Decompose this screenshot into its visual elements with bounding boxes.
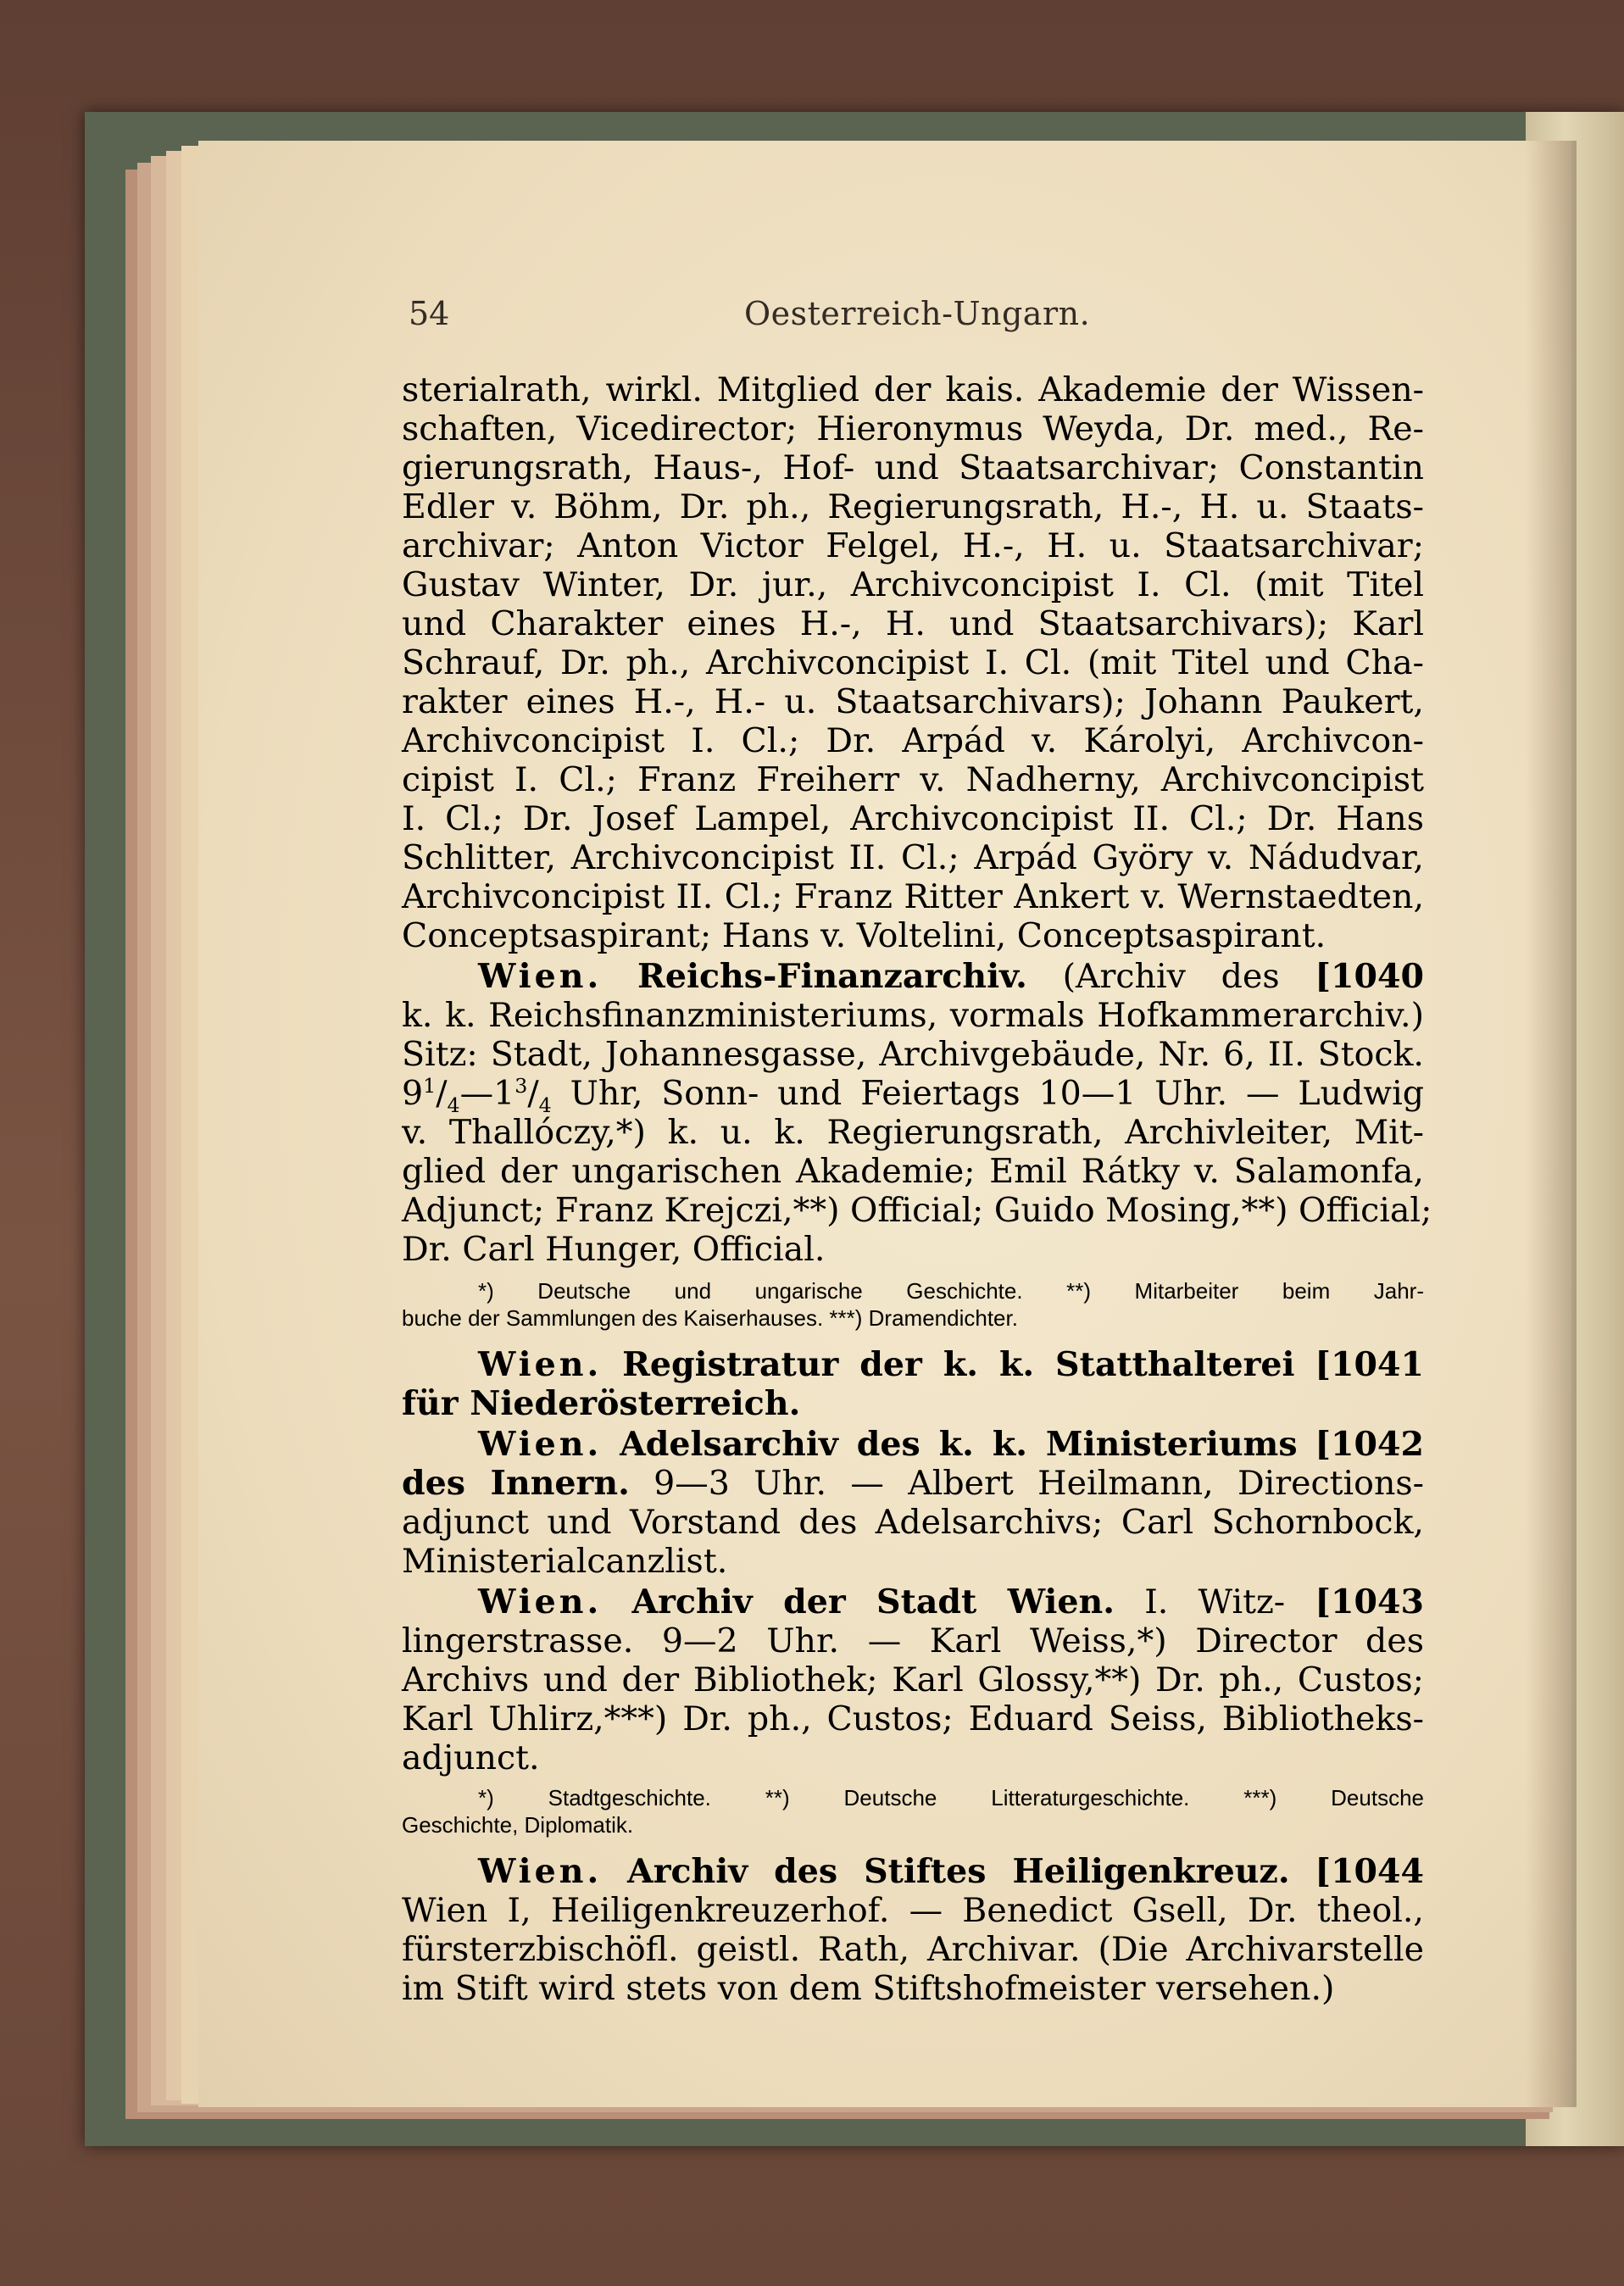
fraction-den: 4 — [447, 1093, 460, 1117]
text-line: Wien I, Heiligenkreuzerhof. — Benedict Gsell, Dr. theol., — [402, 1891, 1424, 1930]
text-line: Schrauf, Dr. ph., Archivconcipist I. Cl. (mit Titel und Cha- — [402, 643, 1424, 682]
entry-1043-heading — [478, 1583, 1424, 1621]
running-title: Oesterreich-Ungarn. — [744, 295, 1091, 332]
text-line: Edler v. Böhm, Dr. ph., Regierungsrath, H.-, H. u. Staats- — [402, 487, 1424, 526]
text-line: fürsterzbischöfl. geistl. Rath, Archivar. (Die Archivarstelle — [402, 1930, 1424, 1969]
text-line: Schlitter, Archivconcipist II. Cl.; Arpád Györy v. Nádudvar, — [402, 838, 1424, 877]
text-line: Adjunct; Franz Krejczi,**) Official; Guido Mosing,**) Official; — [402, 1191, 1432, 1230]
entry-number: [1040 — [1315, 957, 1424, 996]
footnote: *) Stadtgeschichte. **) Deutsche Litteraturgeschichte. ***) Deutsche — [478, 1785, 1424, 1810]
entry-name: des Innern. — [402, 1464, 630, 1503]
text-line: im Stift wird stets von dem Stiftshofmeister versehen.) — [402, 1969, 1335, 2008]
fraction-num: 3 — [514, 1073, 528, 1098]
entry-number: [1044 — [1315, 1852, 1425, 1891]
text-line: Archivconcipist II. Cl.; Franz Ritter Ankert v. Wernstaedten, — [402, 877, 1424, 916]
entry-name: Archiv der Stadt Wien. — [631, 1582, 1115, 1621]
entry-place: Wien. — [478, 957, 603, 996]
fraction-num: 1 — [423, 1073, 437, 1098]
entry-text: (Archiv des — [1062, 957, 1280, 996]
entry-number: [1042 — [1315, 1425, 1424, 1464]
page-gutter — [1526, 141, 1577, 2107]
entry-text: 9—3 Uhr. — Albert Heilmann, Directions- — [629, 1464, 1424, 1503]
text-line: Sitz: Stadt, Johannesgasse, Archivgebäude, Nr. 6, II. Stock. — [402, 1035, 1424, 1074]
text-line: adjunct. — [402, 1738, 540, 1777]
text-line: schaften, Vicedirector; Hieronymus Weyda, Dr. med., Re- — [402, 409, 1424, 448]
text-line: gierungsrath, Haus-, Hof- und Staatsarchivar; Constantin — [402, 448, 1424, 487]
text-line: und Charakter eines H.-, H. und Staatsarchivars); Karl — [402, 604, 1424, 643]
entry-place: Wien. — [478, 1582, 603, 1621]
text-line: glied der ungarischen Akademie; Emil Rátky v. Salamonfa, — [402, 1152, 1424, 1191]
fraction-den: 4 — [538, 1093, 552, 1117]
entry-name: Registratur der k. k. Statthalterei — [622, 1345, 1295, 1384]
hours-text: 9 — [402, 1074, 424, 1113]
text-line: sterialrath, wirkl. Mitglied der kais. Akademie der Wissen- — [402, 370, 1424, 409]
text-line: I. Cl.; Dr. Josef Lampel, Archivconcipist II. Cl.; Dr. Hans — [402, 799, 1424, 838]
entry-1041-heading — [478, 1346, 1424, 1383]
text-line: Gustav Winter, Dr. jur., Archivconcipist I. Cl. (mit Titel — [402, 565, 1424, 604]
entry-place: Wien. — [478, 1345, 603, 1384]
text-line: für Niederösterreich. — [402, 1384, 801, 1423]
text-line: archivar; Anton Victor Felgel, H.-, H. u. Staatsarchivar; — [402, 526, 1424, 565]
text-line: Conceptsaspirant; Hans v. Voltelini, Conceptsaspirant. — [402, 916, 1326, 955]
text-line: Ministerialcanzlist. — [402, 1542, 728, 1581]
entry-text: I. Witz- — [1144, 1582, 1286, 1621]
text-line: v. Thallóczy,*) k. u. k. Regierungsrath, Archivleiter, Mit- — [402, 1113, 1424, 1152]
entry-name: Adelsarchiv des k. k. Ministeriums — [620, 1425, 1298, 1464]
text-line: lingerstrasse. 9—2 Uhr. — Karl Weiss,*) Director des — [402, 1621, 1424, 1660]
entry-number: [1043 — [1315, 1582, 1424, 1621]
entry-place: Wien. — [478, 1852, 603, 1891]
page-number: 54 — [409, 295, 450, 332]
text-line: Dr. Carl Hunger, Official. — [402, 1230, 826, 1269]
text-line: rakter eines H.-, H.- u. Staatsarchivars); Johann Paukert, — [402, 682, 1424, 721]
entry-1042-heading — [478, 1426, 1424, 1463]
page-header — [402, 295, 1424, 334]
text-line: adjunct und Vorstand des Adelsarchivs; Carl Schornbock, — [402, 1503, 1424, 1542]
text-line — [402, 1465, 1424, 1502]
footnote: *) Deutsche und ungarische Geschichte. **) Mitarbeiter beim Jahr- — [478, 1278, 1424, 1304]
text-line: $9^1/_4—1^3/_4$ Uhr, Sonn- und Feiertags 10—1 Uhr. — Ludwig — [402, 1073, 1424, 1117]
text-line: Karl Uhlirz,***) Dr. ph., Custos; Eduard Seiss, Bibliotheks- — [402, 1699, 1424, 1738]
text-line: cipist I. Cl.; Franz Freiherr v. Nadherny, Archivconcipist — [402, 760, 1424, 799]
text-line: Archivconcipist I. Cl.; Dr. Arpád v. Károlyi, Archivcon- — [402, 721, 1424, 760]
text-line: Archivs und der Bibliothek; Karl Glossy,**) Dr. ph., Custos; — [402, 1660, 1424, 1699]
entry-number: [1041 — [1315, 1345, 1424, 1384]
entry-name: Reichs-Finanzarchiv. — [637, 957, 1027, 996]
hours-text: Uhr, Sonn- und Feiertags 10—1 Uhr. — Ludwig — [551, 1074, 1424, 1113]
hours-text: —1 — [459, 1074, 515, 1113]
entry-place: Wien. — [478, 1425, 603, 1464]
entry-name: Archiv des Stiftes Heiligenkreuz. — [627, 1852, 1290, 1891]
entry-1044-heading — [478, 1853, 1424, 1890]
entry-1040-heading — [478, 958, 1424, 995]
text-line: k. k. Reichsfinanzministeriums, vormals Hofkammerarchiv.) — [402, 996, 1424, 1035]
footnote: buche der Sammlungen des Kaiserhauses. ***) Dramendichter. — [402, 1305, 1018, 1331]
footnote: Geschichte, Diplomatik. — [402, 1812, 634, 1838]
